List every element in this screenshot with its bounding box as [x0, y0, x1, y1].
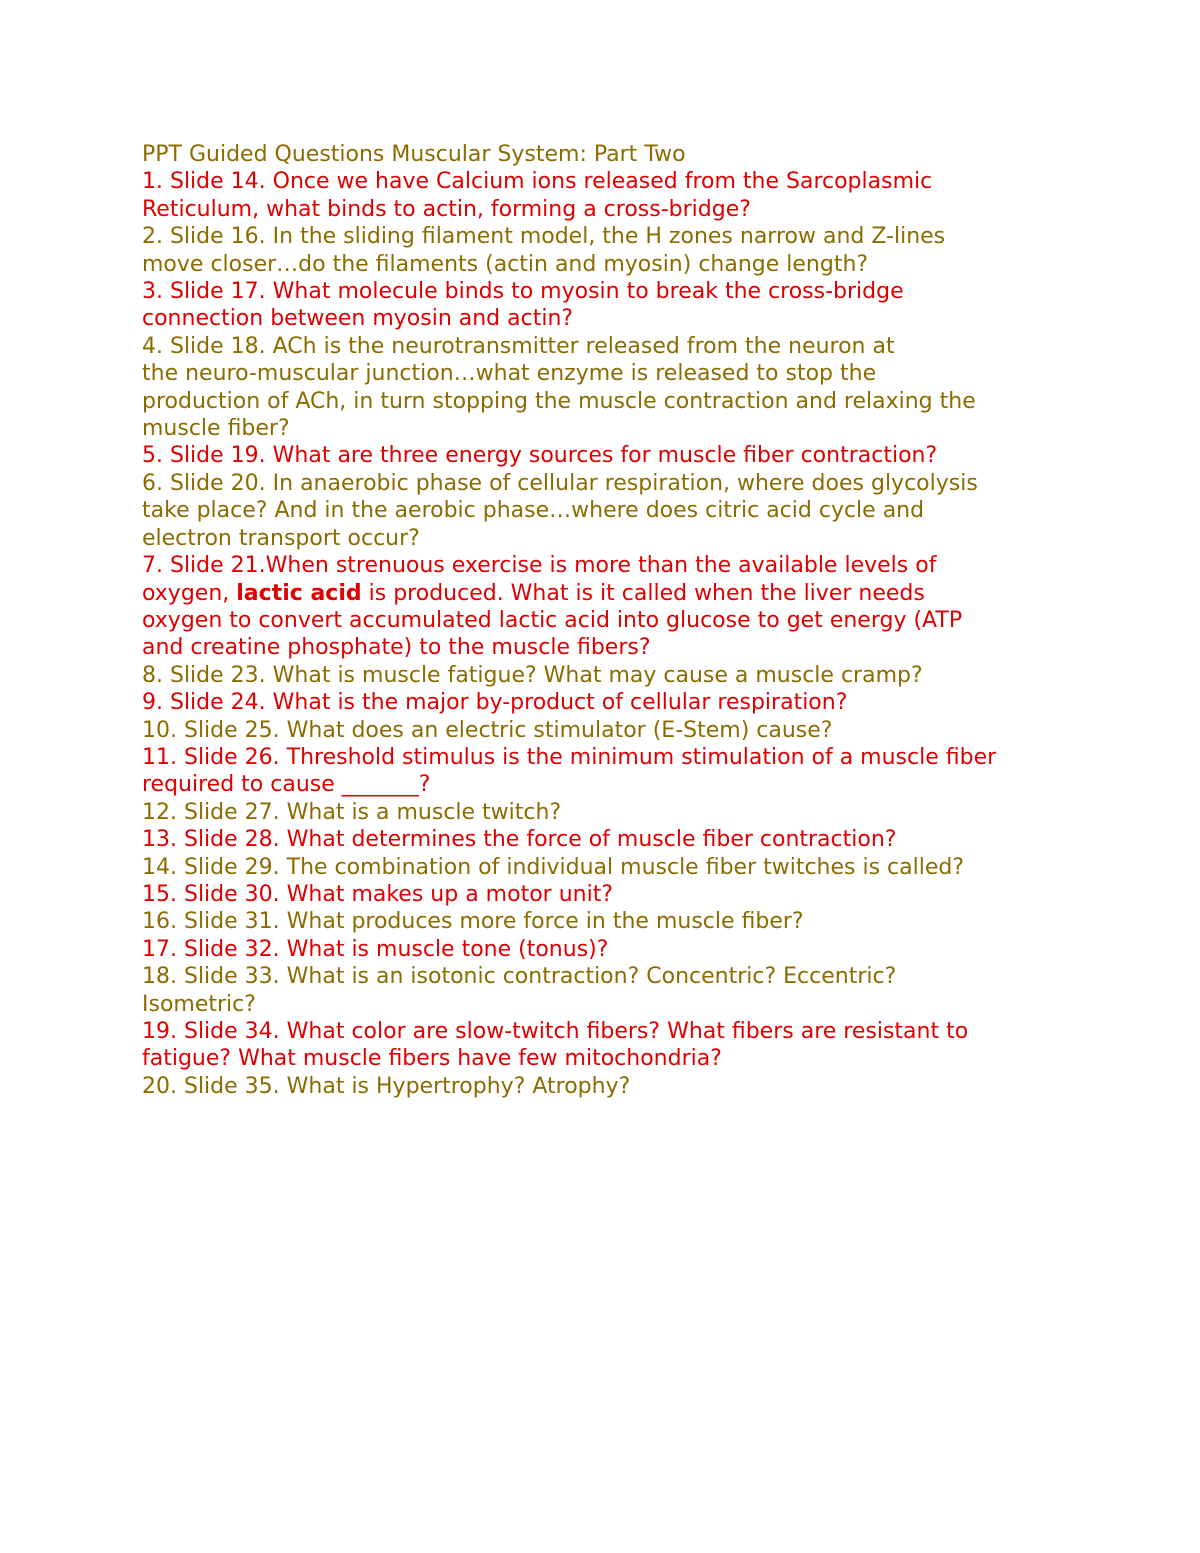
question-7-line-2 — [142, 580, 1102, 607]
question-13-line-1: 13. Slide 28. What determines the force of muscle fiber contraction? — [142, 827, 897, 853]
question-10 — [142, 717, 1102, 744]
question-3-line-2: connection between myosin and actin? — [142, 306, 574, 332]
question-17-line-1: 17. Slide 32. What is muscle tone (tonus)? — [142, 936, 609, 962]
question-11-line-2: required to cause _______? — [142, 772, 431, 798]
question-4-line-3: production of ACh, in turn stopping the muscle contraction and relaxing the — [142, 388, 976, 414]
question-14 — [142, 854, 1102, 881]
question-15-line-1: 15. Slide 30. What makes up a motor unit? — [142, 881, 613, 907]
question-7-line-2-after: is produced. What is it called when the liver needs — [361, 580, 925, 606]
question-4-line-2: the neuro-muscular junction…what enzyme is released to stop the — [142, 361, 877, 387]
question-3-line-1: 3. Slide 17. What molecule binds to myosin to break the cross-bridge — [142, 279, 904, 305]
question-12 — [142, 799, 1102, 826]
question-20-line-1: 20. Slide 35. What is Hypertrophy? Atrophy? — [142, 1073, 631, 1099]
question-4 — [142, 333, 1102, 443]
question-19 — [142, 1018, 1102, 1073]
question-13 — [142, 826, 1102, 853]
question-3 — [142, 278, 1102, 333]
question-11-line-1: 11. Slide 26. Threshold stimulus is the minimum stimulation of a muscle fiber — [142, 744, 997, 770]
question-12-line-1: 12. Slide 27. What is a muscle twitch? — [142, 799, 562, 825]
question-17 — [142, 936, 1102, 963]
question-18 — [142, 963, 1102, 1018]
question-5-line-1: 5. Slide 19. What are three energy sources for muscle fiber contraction? — [142, 443, 938, 469]
question-6 — [142, 470, 1102, 552]
question-2 — [142, 223, 1102, 278]
question-20 — [142, 1073, 1102, 1100]
question-11 — [142, 744, 1102, 799]
question-18-line-2: Isometric? — [142, 991, 256, 1017]
document-title: PPT Guided Questions Muscular System: Part Two — [142, 142, 686, 167]
question-7 — [142, 552, 1102, 662]
question-15 — [142, 881, 1102, 908]
question-2-line-2: move closer…do the filaments (actin and myosin) change length? — [142, 251, 869, 277]
question-14-line-1: 14. Slide 29. The combination of individual muscle fiber twitches is called? — [142, 854, 965, 880]
question-7-line-2-before: oxygen, — [142, 580, 237, 606]
question-6-line-3: electron transport occur? — [142, 525, 420, 551]
question-6-line-2: take place? And in the aerobic phase…where does citric acid cycle and — [142, 498, 925, 524]
question-4-line-1: 4. Slide 18. ACh is the neurotransmitter released from the neuron at — [142, 333, 895, 359]
question-9-line-1: 9. Slide 24. What is the major by-product of cellular respiration? — [142, 690, 848, 716]
question-7-line-4: and creatine phosphate) to the muscle fibers? — [142, 635, 651, 661]
question-8-line-1: 8. Slide 23. What is muscle fatigue? What may cause a muscle cramp? — [142, 662, 923, 688]
question-6-line-1: 6. Slide 20. In anaerobic phase of cellular respiration, where does glycolysis — [142, 470, 978, 496]
question-1 — [142, 168, 1102, 223]
question-18-line-1: 18. Slide 33. What is an isotonic contraction? Concentric? Eccentric? — [142, 964, 897, 990]
question-1-line-1: 1. Slide 14. Once we have Calcium ions released from the Sarcoplasmic — [142, 169, 933, 195]
question-9 — [142, 689, 1102, 716]
lactic-acid-emphasis: lactic acid — [236, 580, 362, 606]
question-4-line-4: muscle fiber? — [142, 416, 290, 442]
question-1-line-2: Reticulum, what binds to actin, forming a cross-bridge? — [142, 196, 751, 222]
question-7-line-3: oxygen to convert accumulated lactic acid into glucose to get energy (ATP — [142, 607, 963, 633]
question-19-line-2: fatigue? What muscle fibers have few mitochondria? — [142, 1046, 722, 1072]
question-8 — [142, 662, 1102, 689]
question-16 — [142, 908, 1102, 935]
question-19-line-1: 19. Slide 34. What color are slow-twitch fibers? What fibers are resistant to — [142, 1019, 969, 1044]
question-16-line-1: 16. Slide 31. What produces more force in the muscle fiber? — [142, 909, 804, 935]
document-page — [142, 141, 1102, 1100]
question-7-line-1: 7. Slide 21.When strenuous exercise is more than the available levels of — [142, 553, 937, 579]
question-2-line-1: 2. Slide 16. In the sliding filament model, the H zones narrow and Z-lines — [142, 224, 946, 250]
question-10-line-1: 10. Slide 25. What does an electric stimulator (E-Stem) cause? — [142, 717, 833, 743]
question-5 — [142, 442, 1102, 469]
